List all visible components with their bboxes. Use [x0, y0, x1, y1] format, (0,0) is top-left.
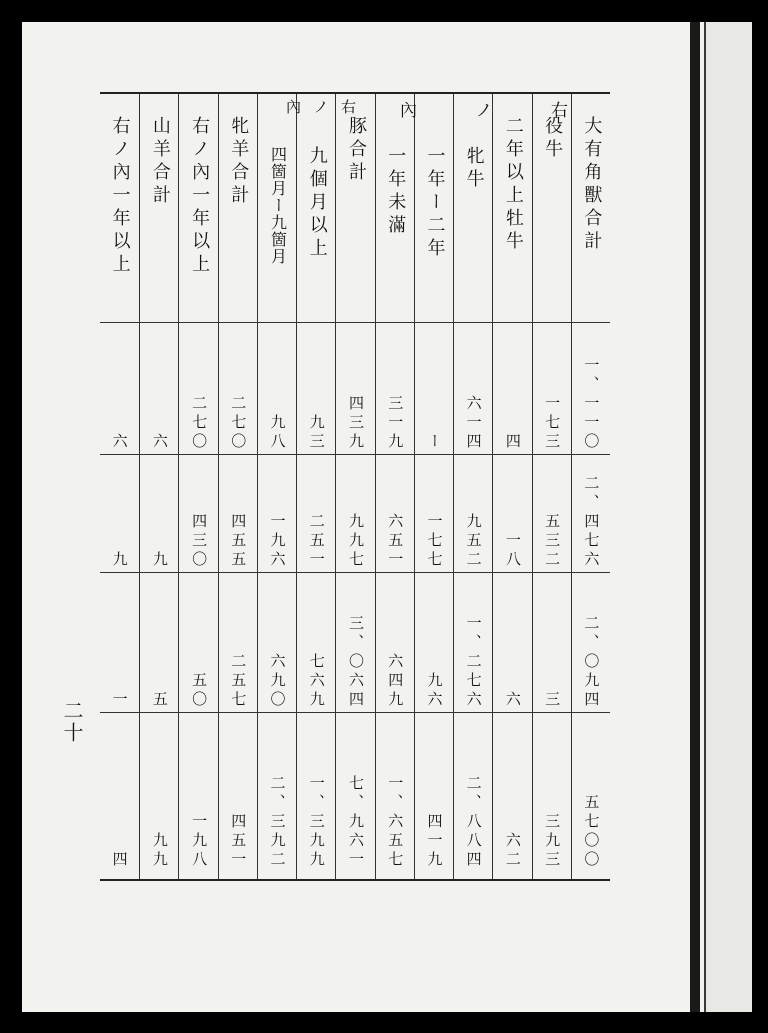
cell-goat_inner-1: 六: [110, 433, 129, 452]
column-header-cows: 牝牛: [463, 146, 485, 192]
cell-pig_9m-2: 二五一: [307, 513, 326, 570]
cell-one_two_yr-4: 四一九: [425, 813, 444, 870]
column-header-pig_total: 豚合計: [345, 116, 367, 185]
cell-pig_9m-3: 七六九: [307, 653, 326, 710]
cell-cows-4: 二、八八四: [464, 775, 483, 870]
cell-one_two_yr-3: 九六: [425, 672, 444, 710]
cell-goat_inner-3: 一: [110, 691, 129, 710]
group-header-pig-char-3: 內: [286, 98, 302, 116]
facing-page-margin: [706, 22, 752, 1012]
column-bulls_2yr: [492, 94, 532, 879]
cell-sheep_total-3: 二五七: [229, 653, 248, 710]
cell-one_two_yr-2: 一七七: [425, 513, 444, 570]
cell-work_cattle-3: 三: [543, 691, 562, 710]
cell-sheep_total-1: 二七〇: [229, 395, 248, 452]
column-sheep_total: [218, 94, 258, 879]
cell-goat_total-4: 九九: [150, 832, 169, 870]
cell-sheep_inner-3: 五〇: [190, 672, 209, 710]
column-work_cattle: [532, 94, 572, 879]
cell-bulls_2yr-3: 六: [503, 691, 522, 710]
cell-cows-1: 六一四: [464, 395, 483, 452]
cell-goat_inner-4: 四: [110, 851, 129, 870]
cell-work_cattle-4: 三九三: [543, 813, 562, 870]
cell-sheep_total-2: 四五五: [229, 513, 248, 570]
column-goat_total: [139, 94, 179, 879]
column-header-sheep_total: 牝羊合計: [228, 116, 250, 208]
column-header-bulls_2yr: 二年以上牡牛: [502, 116, 524, 254]
cell-goat_total-3: 五: [150, 691, 169, 710]
cell-work_cattle-1: 一七三: [543, 395, 562, 452]
column-sheep_inner: [178, 94, 218, 879]
cell-bulls_2yr-2: 一八: [503, 532, 522, 570]
cell-bulls_2yr-1: 四: [503, 433, 522, 452]
cell-pig_4_9m-4: 二、三九二: [268, 775, 287, 870]
cell-under_one-3: 六四九: [386, 653, 405, 710]
column-header-pig_4_9m: 四箇月ー九箇月: [268, 146, 288, 265]
cell-total-1: 一、一一〇: [582, 357, 601, 452]
book-spine: [690, 22, 700, 1012]
cell-total-3: 二、〇九四: [582, 615, 601, 710]
column-header-goat_total: 山羊合計: [149, 116, 171, 208]
cell-sheep_inner-4: 一九八: [190, 813, 209, 870]
cell-under_one-2: 六五一: [386, 513, 405, 570]
column-one_two_yr: [414, 94, 454, 879]
cell-pig_total-4: 七、九六一: [346, 775, 365, 870]
cell-pig_total-2: 九九七: [346, 513, 365, 570]
cell-cows-3: 一、二七六: [464, 615, 483, 710]
cell-goat_inner-2: 九: [110, 551, 129, 570]
column-header-total: 大有角獸合計: [581, 116, 603, 254]
column-goat_inner: [100, 94, 139, 879]
livestock-table: [100, 92, 610, 881]
column-total: [571, 94, 611, 879]
column-header-sheep_inner: 右ノ內一年以上: [189, 116, 211, 277]
cell-pig_9m-1: 九三: [307, 414, 326, 452]
cell-goat_total-2: 九: [150, 551, 169, 570]
cell-pig_total-3: 三、〇六四: [346, 615, 365, 710]
column-pig_total: [335, 94, 375, 879]
group-header-cattle-char-3: 內: [400, 101, 417, 121]
cell-pig_9m-4: 一、三九九: [307, 775, 326, 870]
column-header-one_two_yr: 一年ー二年: [424, 146, 446, 261]
cell-sheep_inner-2: 四三〇: [190, 513, 209, 570]
column-header-work_cattle: 役牛: [542, 116, 564, 162]
cell-work_cattle-2: 五三二: [543, 513, 562, 570]
cell-total-4: 五七〇〇: [582, 794, 601, 870]
cell-pig_4_9m-3: 六九〇: [268, 653, 287, 710]
group-header-cattle-char-2: ノ: [475, 101, 493, 121]
group-header-cattle: [400, 96, 568, 121]
cell-bulls_2yr-4: 六二: [503, 832, 522, 870]
column-header-under_one: 一年未滿: [385, 146, 407, 238]
column-header-pig_9m: 九個月以上: [306, 146, 328, 261]
cell-pig_total-1: 四三九: [346, 395, 365, 452]
cell-under_one-1: 三一九: [386, 395, 405, 452]
cell-cows-2: 九五二: [464, 513, 483, 570]
page-number: 二十: [60, 700, 84, 744]
group-header-pig: [286, 96, 356, 117]
cell-sheep_total-4: 四五一: [229, 813, 248, 870]
column-header-goat_inner: 右ノ內一年以上: [109, 116, 131, 277]
column-under_one: [375, 94, 415, 879]
cell-under_one-4: 一、六五七: [386, 775, 405, 870]
group-header-cattle-char-1: 右: [551, 101, 568, 121]
cell-pig_4_9m-2: 一九六: [268, 513, 287, 570]
column-cows: [453, 94, 493, 879]
cell-one_two_yr-1: ー: [425, 433, 444, 452]
column-pig_9m: [296, 94, 336, 879]
group-header-pig-char-1: 右: [340, 98, 356, 116]
cell-goat_total-1: 六: [150, 433, 169, 452]
cell-pig_4_9m-1: 九八: [268, 414, 287, 452]
cell-total-2: 二、四七六: [582, 475, 601, 570]
group-header-pig-char-2: ノ: [313, 98, 329, 116]
cell-sheep_inner-1: 二七〇: [190, 395, 209, 452]
column-pig_4_9m: [257, 94, 297, 879]
